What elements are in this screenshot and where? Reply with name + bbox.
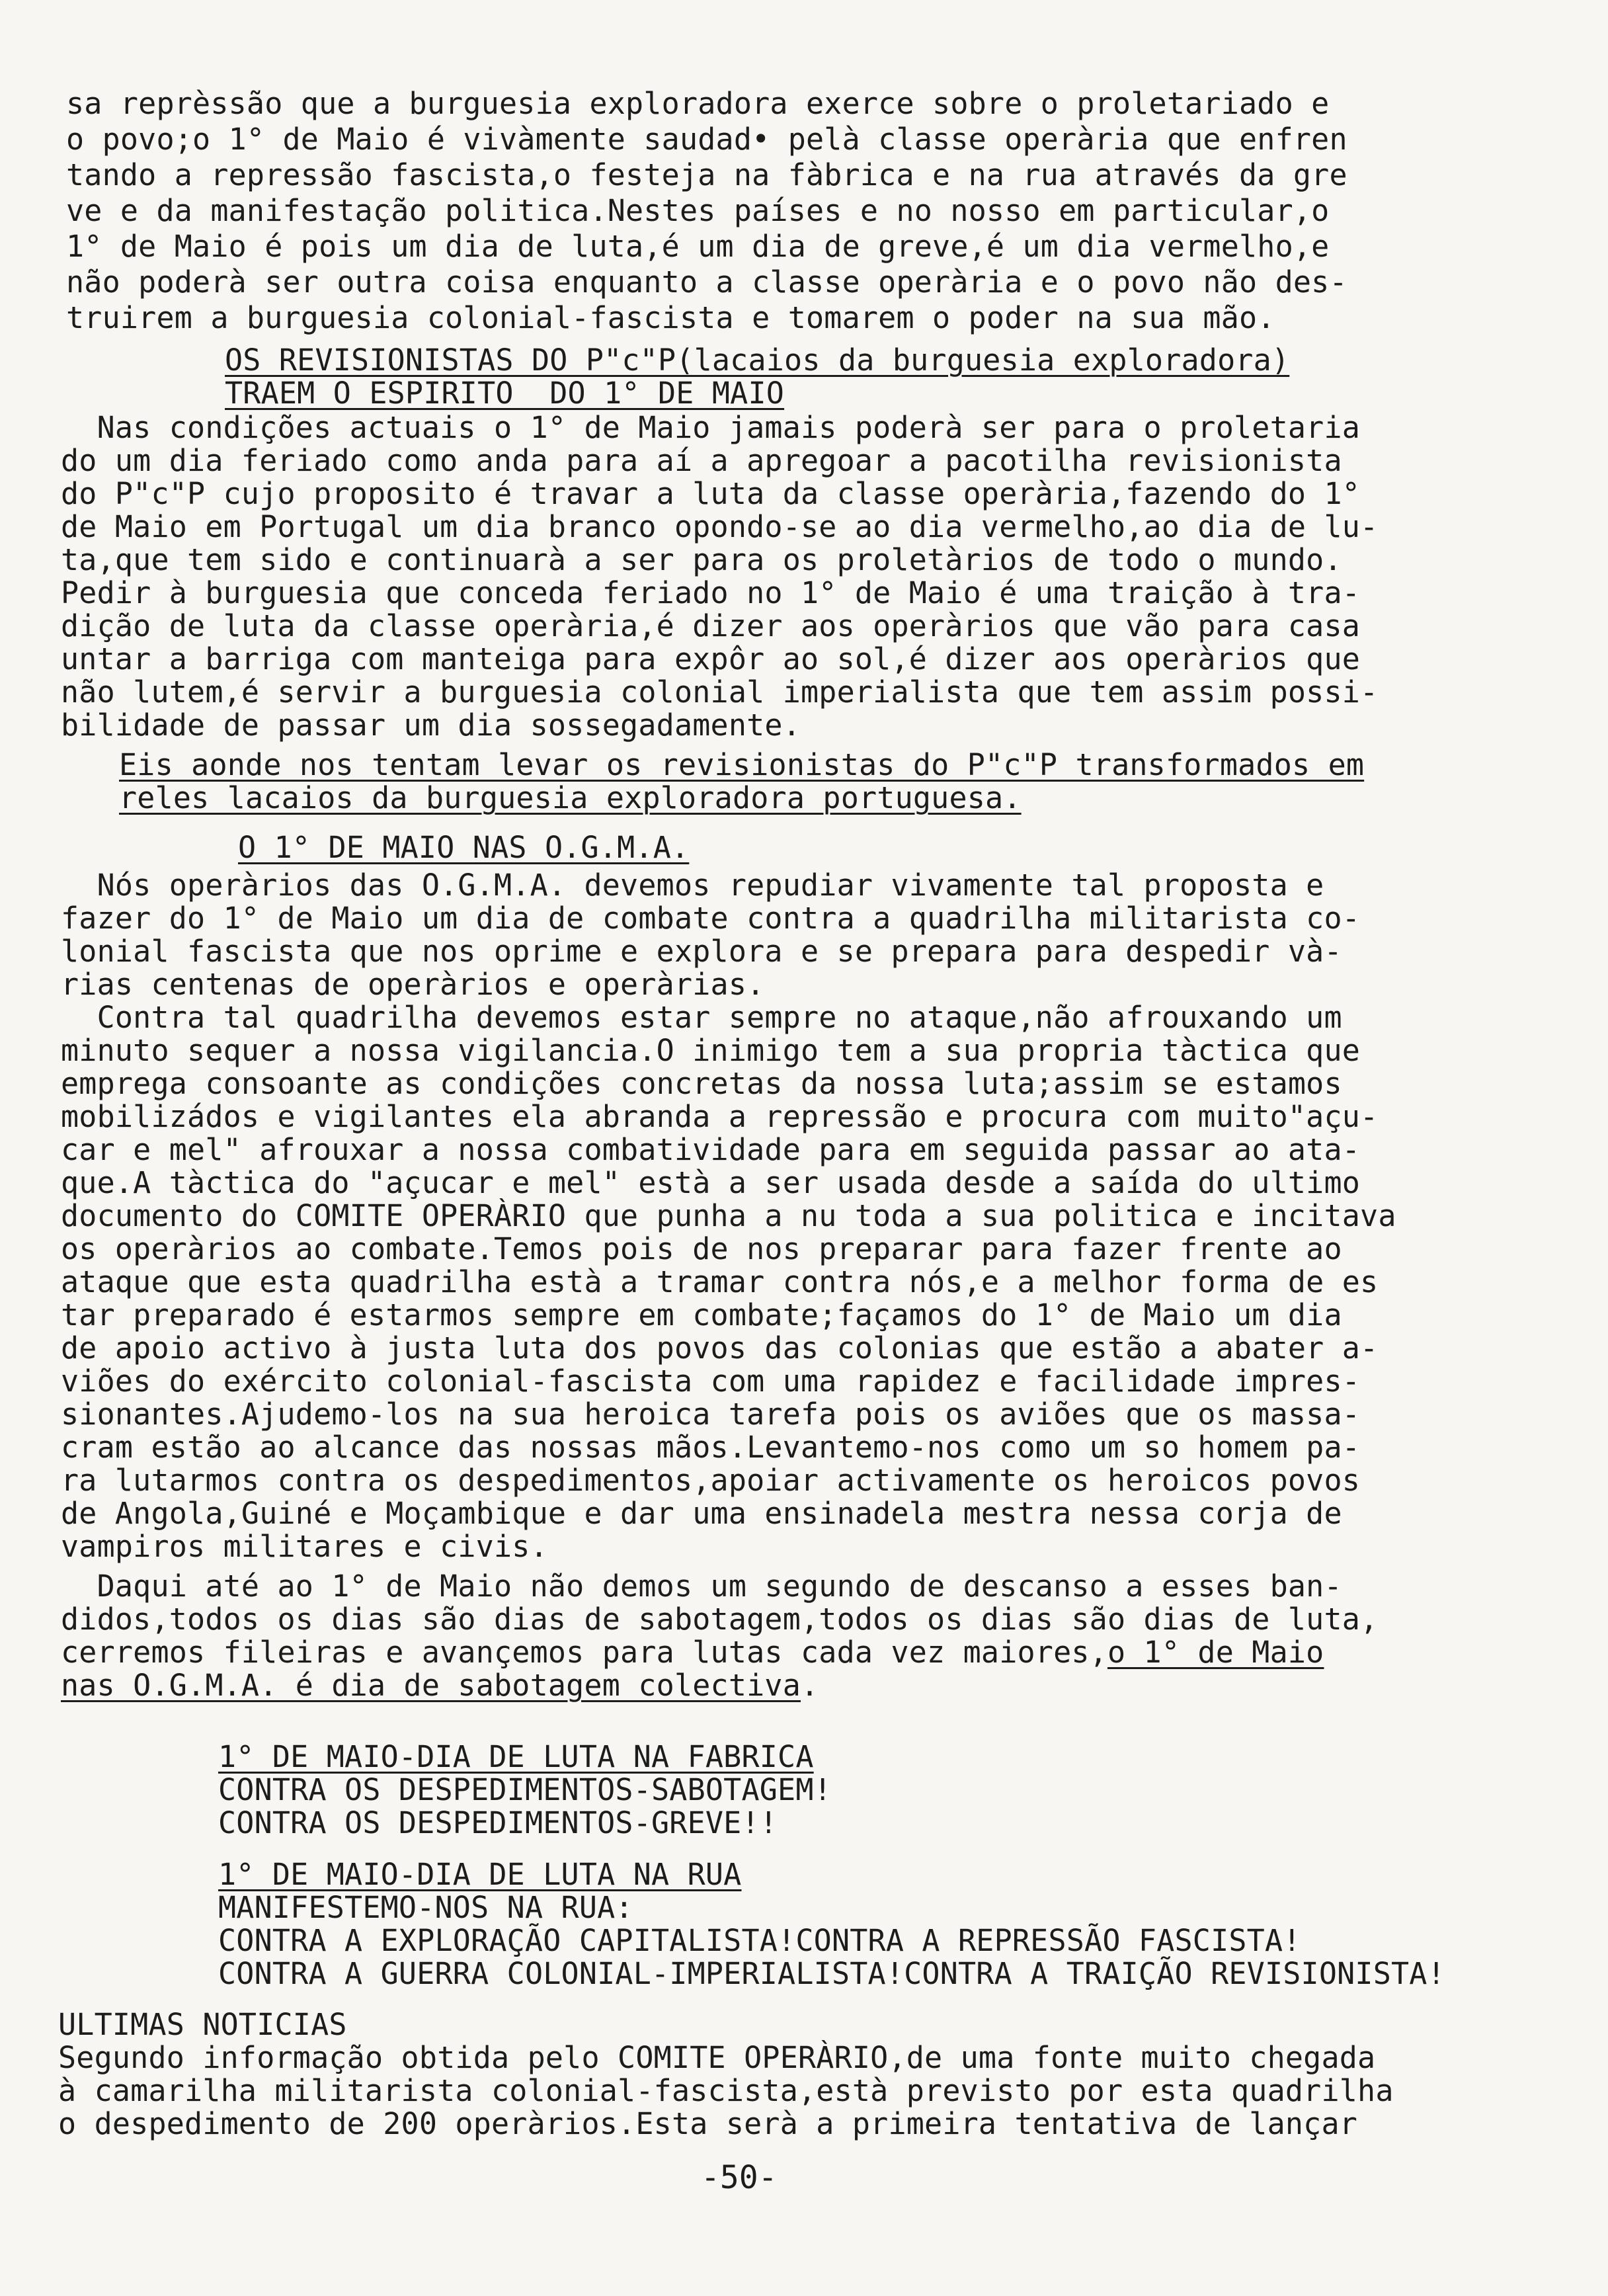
text-line: não lutem,é servir a burguesia colonial imperialista que tem assim possi- [61,675,1379,710]
text-line: dição de luta da classe operària,é dizer aos operàrios que vão para casa [61,608,1361,643]
text-line: os operàrios ao combate.Temos pois de nos preparar para fazer frente ao [61,1231,1342,1266]
text-line: tar preparado é estarmos sempre em combate;façamos do 1° de Maio um dia [61,1297,1342,1332]
text-line: não poderà ser outra coisa enquanto a classe operària e o povo não des- [66,265,1347,300]
text-line: vampiros militares e civis. [61,1529,548,1564]
text-line: à camarilha militarista colonial-fascista,està previsto por esta quadrilha [58,2073,1394,2108]
text-line: didos,todos os dias são dias de sabotagem,todos os dias são dias de luta, [61,1602,1379,1637]
text-line: sionantes.Ajudemo-los na sua heroica tarefa pois os aviões que os massa- [61,1397,1361,1432]
text-line [61,1635,1324,1670]
text-line: ra lutarmos contra os despedimentos,apoiar activamente os heroicos povos [61,1463,1361,1498]
text-line: Contra tal quadrilha devemos estar sempre no ataque,não afrouxando um [61,1000,1342,1035]
text-line: o despedimento de 200 operàrios.Esta serà a primeira tentativa de lançar [58,2106,1358,2141]
heading-ogma: O 1° DE MAIO NAS O.G.M.A. [238,830,690,865]
news-title: ULTIMAS NOTICIAS [58,2007,347,2042]
text-line: ta,que tem sido e continuarà a ser para os proletàrios de todo o mundo. [61,542,1342,577]
slogan-title: 1° DE MAIO-DIA DE LUTA NA FABRICA [218,1739,814,1774]
text-line: de apoio activo à justa luta dos povos das colonias que estão a abater a- [61,1331,1379,1366]
text-line-underlined: Eis aonde nos tentam levar os revisionistas do P"c"P transformados em [119,747,1365,782]
text-line: minuto sequer a nossa vigilancia.O inimigo tem a sua propria tàctica que [61,1033,1361,1068]
text-line: que.A tàctica do "açucar e mel" està a ser usada desde a saída do ultimo [61,1165,1361,1200]
text-line: documento do COMITE OPERÀRIO que punha a nu toda a sua politica e incitava [61,1198,1396,1233]
text-line: Nós operàrios das O.G.M.A. devemos repudiar vivamente tal proposta e [61,868,1324,903]
text-line: lonial fascista que nos oprime e explora e se prepara para despedir và- [61,934,1342,969]
text-line: o povo;o 1° de Maio é vivàmente saudad• pelà classe operària que enfren [66,122,1347,157]
text-line: sa reprèssão que a burguesia exploradora exerce sobre o proletariado e [66,86,1330,121]
text-line: ve e da manifestação politica.Nestes países e no nosso em particular,o [66,193,1330,228]
text-segment-underlined: nas O.G.M.A. é dia de sabotagem colectiva [61,1668,801,1703]
text-line: de Angola,Guiné e Moçambique e dar uma ensinadela mestra nessa corja de [61,1496,1342,1531]
text-line: Pedir à burguesia que conceda feriado no 1° de Maio é uma traição à tra- [61,575,1361,610]
page-number: -50- [701,2159,778,2196]
text-segment: . [800,1668,819,1703]
slogan-line: MANIFESTEMO-NOS NA RUA: [218,1890,633,1925]
slogan-line: CONTRA OS DESPEDIMENTOS-GREVE!! [218,1805,778,1840]
text-line [61,1668,819,1703]
text-line: viões do exército colonial-fascista com uma rapidez e facilidade impres- [61,1364,1361,1399]
text-line: mobilizádos e vigilantes ela abranda a repressão e procura com muito"açu- [61,1099,1379,1134]
text-line: rias centenas de operàrios e operàrias. [61,967,765,1002]
text-line: truirem a burguesia colonial-fascista e tomarem o poder na sua mão. [66,300,1275,335]
text-segment: cerremos fileiras e avançemos para lutas cada vez maiores, [61,1635,1107,1670]
text-segment-underlined: o 1° de Maio [1107,1635,1324,1670]
text-line: 1° de Maio é pois um dia de luta,é um dia de greve,é um dia vermelho,e [66,229,1330,264]
text-line: tando a repressão fascista,o festeja na fàbrica e na rua através da gre [66,157,1347,192]
text-line: do um dia feriado como anda para aí a apregoar a pacotilha revisionista [61,443,1342,478]
text-line: emprega consoante as condições concretas da nossa luta;assim se estamos [61,1066,1342,1101]
text-line: ataque que esta quadrilha està a tramar contra nós,e a melhor forma de es [61,1264,1379,1299]
slogan-line: CONTRA A EXPLORAÇÃO CAPITALISTA!CONTRA A REPRESSÃO FASCISTA! [218,1923,1301,1958]
text-line: de Maio em Portugal um dia branco opondo-se ao dia vermelho,ao dia de lu- [61,509,1379,544]
text-line: Segundo informação obtida pelo COMITE OPERÀRIO,de uma fonte muito chegada [58,2040,1376,2075]
slogan-title: 1° DE MAIO-DIA DE LUTA NA RUA [218,1857,742,1892]
text-line: Daqui até ao 1° de Maio não demos um segundo de descanso a esses ban- [61,1569,1342,1604]
text-line: cram estão ao alcance das nossas mãos.Levantemo-nos como um so homem pa- [61,1430,1361,1465]
slogan-line: CONTRA OS DESPEDIMENTOS-SABOTAGEM! [218,1772,832,1807]
text-line: bilidade de passar um dia sossegadamente. [61,708,801,743]
text-line: do P"c"P cujo proposito é travar a luta da classe operària,fazendo do 1° [61,476,1361,511]
text-line: fazer do 1° de Maio um dia de combate contra a quadrilha militarista co- [61,901,1361,936]
heading-line: TRAEM O ESPIRITO DO 1° DE MAIO [225,376,785,411]
text-line: Nas condições actuais o 1° de Maio jamais poderà ser para o proletaria [61,410,1361,445]
text-line-underlined: reles lacaios da burguesia exploradora portuguesa. [119,780,1022,815]
slogan-line: CONTRA A GUERRA COLONIAL-IMPERIALISTA!CONTRA A TRAIÇÃO REVISIONISTA! [218,1956,1445,1991]
text-line: untar a barriga com manteiga para expôr ao sol,é dizer aos operàrios que [61,641,1361,676]
heading-line: OS REVISIONISTAS DO P"c"P(lacaios da burguesia exploradora) [225,343,1290,378]
text-line: car e mel" afrouxar a nossa combatividade para em seguida passar ao ata- [61,1132,1361,1167]
